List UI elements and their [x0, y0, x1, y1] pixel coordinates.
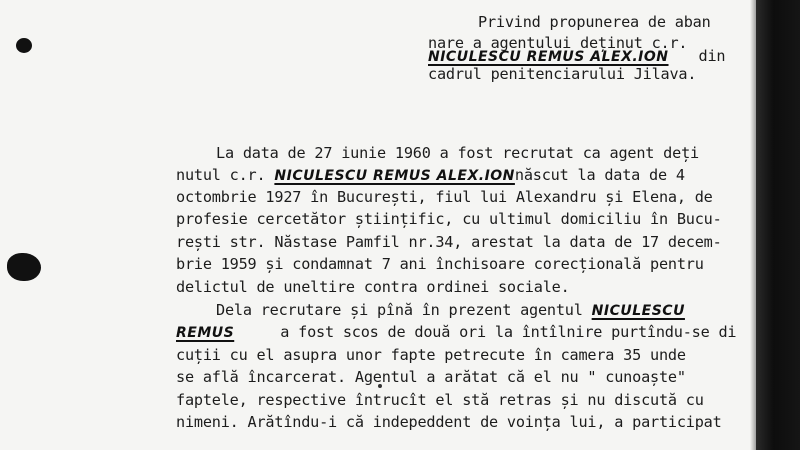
paragraph-1-line-6: brie 1959 și condamnat 7 ani închisoare corecțională pentru — [176, 255, 704, 273]
punch-hole-mark — [7, 253, 41, 281]
paragraph-1-line-7: delictul de uneltire contra ordinei sociale. — [176, 278, 570, 296]
paragraph-2-line-5: faptele, respective întrucît el stă retras și nu discută cu — [176, 391, 704, 409]
paragraph-1-line-4: profesie cercetător științific, cu ultimul domiciliu în Bucu- — [176, 210, 722, 228]
subject-line-2: nare a agentului deținut c.r. — [428, 34, 688, 52]
punch-hole-mark — [16, 38, 32, 53]
scan-dark-edge — [756, 0, 800, 450]
paragraph-1-line-2 — [176, 165, 685, 186]
paragraph-2-line-4: se află încarcerat. Agentul a arătat că el nu " cunoaște" — [176, 368, 686, 386]
paragraph-1-line-5: rești str. Năstase Pamfil nr.34, arestat la data de 17 decem- — [176, 233, 722, 251]
subject-line-3-rest: din — [698, 47, 726, 65]
paragraph-1-line-1: La data de 27 iunie 1960 a fost recrutat ca agent deți — [216, 144, 699, 162]
subject-line-4: cadrul penitenciarului Jilava. — [428, 65, 697, 83]
paragraph-2-line-2-end: a fost scos de două ori la întîlnire purtîndu-se di — [280, 323, 737, 341]
paragraph-2-line-3: cuții cu el asupra unor fapte petrecute în camera 35 unde — [176, 346, 686, 364]
handwritten-name: REMUS — [176, 325, 235, 341]
paragraph-1-line-3: octombrie 1927 în București, fiul lui Alexandru și Elena, de — [176, 188, 713, 206]
paragraph-2-line-2 — [176, 322, 736, 343]
handwritten-name: NICULESCU — [591, 303, 685, 319]
paragraph-2-line-6: nimeni. Arătîndu-i că indepeddent de voința lui, a participat — [176, 413, 722, 431]
subject-line-1: Privind propunerea de aban — [478, 13, 711, 31]
paragraph-1-line-2-end: născut la data de 4 — [514, 166, 685, 184]
paragraph-2-line-1 — [216, 300, 685, 321]
handwritten-name: NICULESCU REMUS ALEX.ION — [274, 168, 515, 184]
paragraph-1-line-2-start: nutul c.r. — [176, 166, 266, 184]
handwritten-name: NICULESCU REMUS ALEX.ION — [428, 49, 669, 65]
paragraph-2-line-1-start: Dela recrutare și pînă în prezent agentul — [216, 301, 583, 319]
